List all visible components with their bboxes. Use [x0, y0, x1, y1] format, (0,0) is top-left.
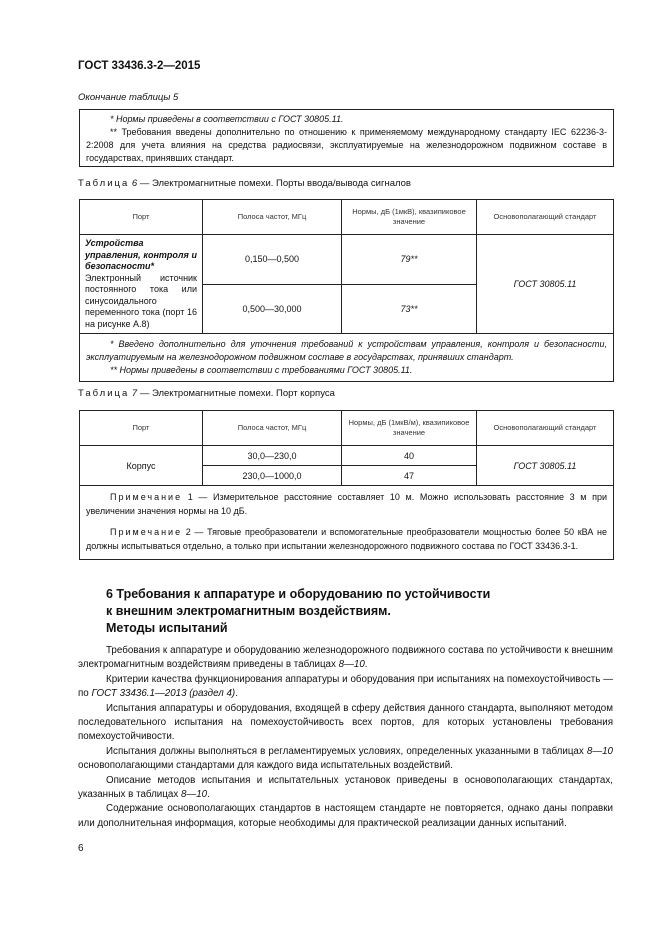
paragraph-1-ref: 8—10	[338, 659, 365, 671]
table6-band-1: 0,150—0,500	[203, 235, 342, 285]
table6-port-description: Электронный источник постоянного тока или синусоидального переменного тока (порт 16 на рисунке А.8)	[85, 272, 197, 329]
table7-standard: ГОСТ 30805.11	[477, 446, 614, 486]
table5-note-1: * Нормы приведены в соответствии с ГОСТ 30805.11.	[110, 114, 344, 124]
table7-note-1-label: Примечание	[110, 492, 183, 502]
paragraph-2-ref: ГОСТ 33436.1—2013 (раздел 4)	[91, 688, 236, 700]
paragraph-3: Испытания аппаратуры и оборудования, входящей в сферу действия данного стандарта, выполняют методом последовательного испытания на помехоустойчивость всех портов, для которых установлены требования помехоустойчивости.	[78, 702, 613, 743]
paragraph-4-end: основополагающими стандартами для каждого вида испытательных воздействий.	[78, 760, 453, 772]
paragraph-4-text: Испытания должны выполняться в регламентируемых условиях, определенных указанными в таблицах	[106, 745, 587, 757]
table7-port: Корпус	[80, 446, 203, 486]
table6-caption-number: 6	[131, 178, 138, 189]
page-number: 6	[78, 843, 84, 854]
table6-header-standard: Основополагающий стандарт	[477, 200, 614, 235]
paragraph-5	[78, 774, 613, 803]
table7-note-2-text: 2 — Тяговые преобразователи и вспомогательные преобразователи мощностью более 50 кВА не должны испытываться отдельно, а только при испытании железнодорожного подвижного состава по ГОСТ 33436.3-1.	[86, 527, 607, 551]
section-6-title-line-1: 6 Требования к аппаратуре и оборудованию по устойчивости	[106, 587, 491, 601]
paragraph-4-ref: 8—10	[586, 745, 613, 757]
table7-norm-1: 40	[342, 446, 477, 466]
table6-standard: ГОСТ 30805.11	[477, 235, 614, 334]
table6-norm-2: 73**	[342, 284, 477, 334]
table6-caption	[78, 178, 411, 189]
table5-notes-box	[79, 109, 614, 167]
table6-header-band: Полоса частот, МГц	[203, 200, 342, 235]
paragraph-5-ref: 8—10	[180, 789, 208, 801]
section-6-title-line-2: к внешним электромагнитным воздействиям.	[106, 604, 391, 618]
paragraph-1	[78, 644, 613, 673]
table6-caption-prefix: Таблица	[78, 178, 130, 189]
table7-note-2-label: Примечание	[110, 527, 183, 537]
table5-note-2: ** Требования введены дополнительно по отношению к применяемому международному стандарту IEC 62236-3-2:2008 для учета влияния на средства радиосвязи, эксплуатируемые на железнодорожном подвижном составе в государствах, принявших стандарт.	[86, 127, 607, 163]
table7-notes	[80, 486, 614, 560]
section-6-title	[106, 586, 490, 637]
table7-caption-prefix: Таблица	[78, 388, 130, 399]
paragraph-2-end: .	[235, 688, 238, 700]
table7-band-2: 230,0—1000,0	[203, 466, 342, 486]
table6-port-cell	[80, 235, 203, 334]
table6	[79, 199, 614, 382]
paragraph-4	[78, 745, 613, 774]
table6-header-port: Порт	[80, 200, 203, 235]
section-6-title-line-3: Методы испытаний	[106, 621, 228, 635]
table6-note-2: ** Нормы приведены в соответствии с требованиями ГОСТ 30805.11.	[110, 365, 413, 375]
paragraph-5-end: .	[207, 789, 210, 801]
table7-note-2	[86, 526, 607, 553]
paragraph-1-text: Требования к аппаратуре и оборудованию железнодорожного подвижного состава по устойчивости к внешним электромагнитным воздействиям приведены в таблицах	[78, 645, 613, 671]
paragraph-2-text: Критерии качества функционирования аппаратуры и оборудования при испытаниях на помехоустойчивость — по	[78, 673, 613, 700]
paragraph-2	[78, 673, 613, 702]
table6-header-norm: Нормы, дБ (1мкВ), квазипиковое значение	[342, 200, 477, 235]
table7-header-norm: Нормы, дБ (1мкВ/м), квазипиковое значение	[342, 411, 477, 446]
table7-caption	[78, 388, 335, 399]
table7-header-standard: Основополагающий стандарт	[477, 411, 614, 446]
table7-header-port: Порт	[80, 411, 203, 446]
table7-caption-text: — Электромагнитные помехи. Порт корпуса	[139, 388, 335, 399]
table7-caption-number: 7	[131, 388, 138, 399]
table7-note-1	[86, 491, 607, 518]
paragraph-5-text: Описание методов испытания и испытательных установок приведены в основополагающих стандартах, указанных в таблицах	[78, 774, 613, 801]
table5-continuation-caption: Окончание таблицы 5	[78, 92, 179, 103]
table7	[79, 410, 614, 560]
table6-port-title: Устройства управления, контроля и безопасности*	[85, 238, 197, 271]
table6-notes	[80, 334, 614, 382]
table6-band-2: 0,500—30,000	[203, 284, 342, 334]
document-header: ГОСТ 33436.3-2—2015	[78, 60, 201, 72]
section-6-body	[78, 644, 613, 831]
table7-header-band: Полоса частот, МГц	[203, 411, 342, 446]
paragraph-1-end: .	[364, 659, 368, 671]
table7-note-1-text: 1 — Измерительное расстояние составляет 10 м. Можно использовать расстояние 3 м при увеличении значения нормы на 10 дБ.	[86, 492, 607, 516]
paragraph-6: Содержание основополагающих стандартов в настоящем стандарте не повторяется, однако даны поправки или дополнительная информация, которые необходимы для практической реализации данных испытаний.	[78, 803, 613, 829]
table6-note-1: * Введено дополнительно для уточнения требований к устройствам управления, контроля и безопасности, эксплуатируемым на железнодорожном подвижном составе в государствах, принявших стандарт.	[86, 339, 607, 362]
table6-norm-1: 79**	[342, 235, 477, 285]
table6-caption-text: — Электромагнитные помехи. Порты ввода/вывода сигналов	[139, 178, 411, 189]
table7-norm-2: 47	[342, 466, 477, 486]
table7-band-1: 30,0—230,0	[203, 446, 342, 466]
